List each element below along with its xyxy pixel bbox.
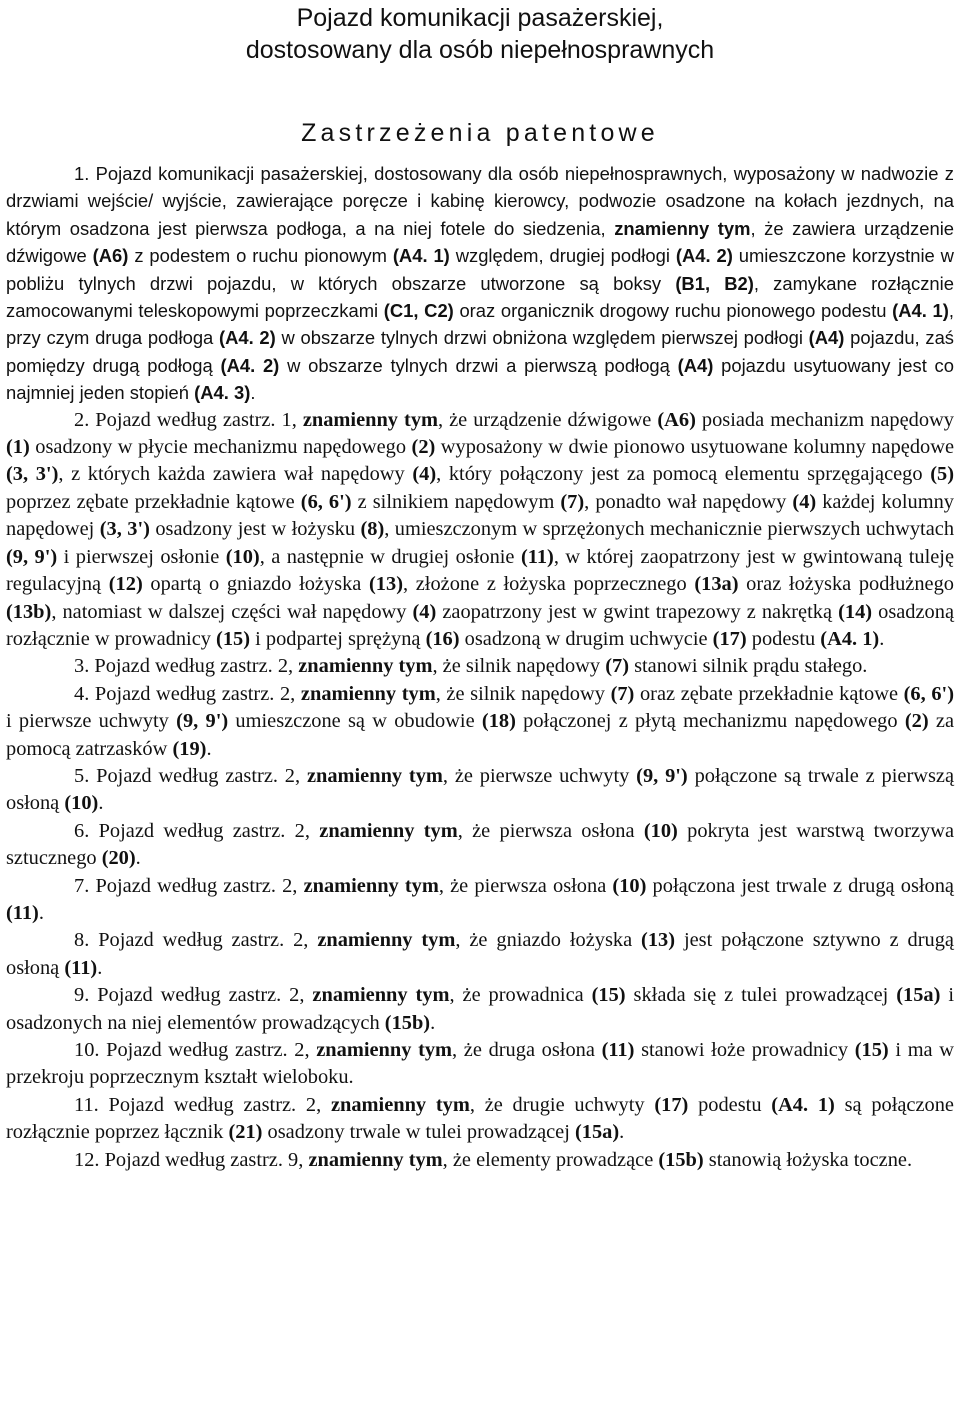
claim-text: podestu <box>746 627 821 650</box>
claim-text: połączona jest trwale z drugą osłoną <box>646 874 954 897</box>
claim-paragraph <box>6 1092 954 1147</box>
claim-text: w obszarze tylnych drzwi a pierwszą podłogą <box>279 354 678 376</box>
claim-bold-text: znamienny tym <box>330 1093 470 1116</box>
claim-bold-text: (3, 3') <box>6 463 59 486</box>
claim-bold-text: (A4. 1) <box>771 1093 835 1116</box>
claim-text: z podestem o ruchu pionowym <box>128 245 393 267</box>
claim-bold-text: (A4. 1) <box>892 300 949 322</box>
claim-bold-text: (13) <box>369 573 403 596</box>
claim-bold-text: (C1, C2) <box>383 300 454 322</box>
claim-text: oraz zębate przekładnie kątowe <box>634 682 904 705</box>
claim-text: , umieszczonym w sprzężonych mechanicznie pierwszych uchwytach <box>384 518 955 541</box>
claim-bold-text: (4) <box>412 600 437 623</box>
claim-text: , złożone z łożyska poprzecznego <box>403 573 695 596</box>
claim-text: , który połączony jest za pomocą elementu sprzęgającego <box>436 463 931 486</box>
claim-text: 10. Pojazd według zastrz. 2, <box>74 1039 317 1061</box>
claims-list <box>6 160 954 1174</box>
claim-text: składa się z tulei prowadzącej <box>625 984 897 1007</box>
claim-text: i ma w przekroju poprzecznym kształt wieloboku. <box>6 1039 954 1089</box>
claim-paragraph <box>6 1147 954 1174</box>
claim-text: , a następnie w drugiej osłonie <box>259 545 521 568</box>
claim-bold-text: (16) <box>425 627 460 650</box>
claim-bold-text: (A4. 1) <box>392 245 450 267</box>
claim-bold-text: (2) <box>904 710 929 733</box>
claim-bold-text: (15a) <box>574 1121 620 1144</box>
claim-text: są połączone rozłącznie poprzez łącznik <box>6 1093 954 1144</box>
claim-text: za pomocą zatrzasków <box>6 710 954 760</box>
claim-text: stanowi silnik prądu stałego. <box>628 655 868 678</box>
section-heading: Zastrzeżenia patentowe <box>301 119 659 147</box>
claim-text: osadzony jest w łożysku <box>149 518 361 541</box>
claim-bold-text: (10) <box>643 819 678 842</box>
claim-text: . <box>206 737 212 760</box>
claim-text: i osadzonych na niej elementów prowadzących <box>6 984 955 1034</box>
claim-paragraph <box>6 1037 954 1092</box>
claim-bold-text: (14) <box>838 600 873 623</box>
claim-text: 12. Pojazd według zastrz. 9, <box>74 1148 309 1171</box>
claim-text: , że urządzenie dźwigowe <box>438 408 658 431</box>
claim-bold-text: (11) <box>601 1039 635 1061</box>
claim-text: z silnikiem napędowym <box>351 490 561 513</box>
claim-bold-text: (7) <box>560 490 585 513</box>
claim-text: pokryta jest warstwą tworzywa sztucznego <box>6 819 955 870</box>
claim-bold-text: (A4) <box>808 327 845 349</box>
claim-bold-text: (6, 6') <box>300 490 352 513</box>
claim-text: , natomiast w dalszej części wał napędowy <box>51 600 413 623</box>
claim-bold-text: (11) <box>520 545 554 568</box>
claim-text: . <box>430 1011 436 1034</box>
claim-bold-text: (6, 6') <box>903 682 955 705</box>
claim-text: osadzoną w drugim uchwycie <box>459 627 713 650</box>
document-title <box>6 2 954 66</box>
claim-bold-text: znamienny tym <box>300 682 436 705</box>
claim-text: . <box>619 1121 625 1144</box>
claim-text: zaopatrzony jest w gwint trapezowy z nakrętką <box>436 600 839 623</box>
claim-paragraph <box>6 873 954 928</box>
claim-bold-text: (11) <box>64 956 98 979</box>
claim-text: , że pierwsza osłona <box>438 874 613 897</box>
title-line-2: dostosowany dla osób niepełnosprawnych <box>245 36 715 64</box>
claim-bold-text: (15b) <box>384 1011 431 1034</box>
claim-text: , że gniazdo łożyska <box>455 929 642 952</box>
claim-text: 1. Pojazd komunikacji pasażerskiej, dostosowany dla osób niepełnosprawnych, wyposażony w nadwozie z drzwiami wejście/ wyjście, zawierające poręcze i kabinę kierowcy, podwozie osadzone na kołach jezdnych, na którym osadzona jest pierwsza podłoga, a na niej fotele do siedzenia, <box>6 163 954 239</box>
claim-bold-text: (7) <box>605 655 629 678</box>
claim-text: , ponadto wał napędowy <box>584 490 793 513</box>
claim-text: 8. Pojazd według zastrz. 2, <box>74 929 318 952</box>
claim-text: jest połączone sztywno z drugą osłoną <box>6 929 954 979</box>
claim-text: poprzez zębate przekładnie kątowe <box>6 490 301 513</box>
claim-text: . <box>97 956 103 979</box>
title-line-1: Pojazd komunikacji pasażerskiej, <box>296 4 664 32</box>
claim-bold-text: (17) <box>654 1093 689 1116</box>
claim-bold-text: znamienny tym <box>317 929 456 952</box>
claim-bold-text: (15a) <box>896 984 941 1007</box>
claim-text: , przy czym druga podłoga <box>6 300 954 349</box>
claim-bold-text: znamienny tym <box>312 984 450 1007</box>
claim-bold-text: (2) <box>411 436 436 459</box>
claim-bold-text: (8) <box>360 518 385 541</box>
claim-paragraph <box>6 653 954 680</box>
claim-text: , że prowadnica <box>449 984 592 1007</box>
claim-text: oraz organicznik drogowy ruchu pionowego podestu <box>453 300 893 322</box>
claim-text: każdej kolumny napędowej <box>6 490 954 541</box>
claim-text: osadzoną rozłącznie w prowadnicy <box>6 600 954 650</box>
claim-text: , że pierwsza osłona <box>457 819 644 842</box>
claim-bold-text: znamienny tym <box>298 655 433 678</box>
claim-text: połączonej z płytą mechanizmu napędowego <box>515 710 905 733</box>
claim-paragraph <box>6 681 954 763</box>
claim-bold-text: (15) <box>591 984 626 1007</box>
claim-bold-text: (9, 9') <box>6 545 58 568</box>
claim-text: 3. Pojazd według zastrz. 2, <box>74 655 299 678</box>
claim-paragraph <box>6 407 954 654</box>
claim-bold-text: znamienny tym <box>614 217 751 239</box>
claim-bold-text: (13a) <box>694 573 739 596</box>
claim-text: posiada mechanizm napędowy <box>695 408 954 431</box>
claim-bold-text: znamienny tym <box>303 874 439 897</box>
claim-text: i pierwszej osłonie <box>57 545 226 568</box>
claim-bold-text: (15) <box>216 627 251 650</box>
claim-text: osadzony w płycie mechanizmu napędowego <box>29 436 412 459</box>
claim-paragraph <box>6 818 954 873</box>
claim-text: 7. Pojazd według zastrz. 2, <box>74 874 304 897</box>
claim-bold-text: (13b) <box>6 600 52 623</box>
claim-bold-text: (A6) <box>657 408 696 431</box>
claim-bold-text: (12) <box>108 573 143 596</box>
claim-text: opartą o gniazdo łożyska <box>142 573 370 596</box>
claim-bold-text: (A4. 2) <box>220 354 280 376</box>
claim-bold-text: (4) <box>412 463 437 486</box>
claim-bold-text: (10) <box>64 792 99 815</box>
claim-bold-text: (15b) <box>658 1148 704 1171</box>
claim-text: stanowi łoże prowadnicy <box>634 1039 855 1061</box>
claim-bold-text: (7) <box>610 682 635 705</box>
claim-bold-text: (15) <box>854 1039 889 1061</box>
claim-text: . <box>135 847 141 870</box>
claim-text: 4. Pojazd według zastrz. 2, <box>74 682 301 705</box>
claim-bold-text: (A4. 2) <box>218 327 276 349</box>
claim-bold-text: (A4) <box>677 354 714 376</box>
claim-text: pojazdu usytuowany jest co najmniej jeden stopień <box>6 354 954 404</box>
claim-bold-text: znamienny tym <box>306 764 443 787</box>
claim-text: wyposażony w dwie pionowo usytuowane kolumny napędowe <box>435 436 954 459</box>
claim-bold-text: (B1, B2) <box>675 272 754 294</box>
claim-bold-text: (17) <box>712 627 747 650</box>
claim-bold-text: (9, 9') <box>636 764 688 787</box>
claim-text: , zamykane rozłącznie zamocowanymi teleskopowymi poprzeczkami <box>6 272 954 322</box>
claim-text: , że elementy prowadzące <box>442 1148 659 1171</box>
claim-text: 6. Pojazd według zastrz. 2, <box>74 819 320 842</box>
claim-text: . <box>98 792 104 815</box>
claim-text: stanowią łożyska toczne. <box>703 1148 913 1171</box>
claim-bold-text: (A4. 2) <box>675 245 733 267</box>
claim-text: , z których każda zawiera wał napędowy <box>58 463 413 486</box>
claim-text: pojazdu, zaś pomiędzy drugą podłogą <box>6 327 954 376</box>
claim-bold-text: (A6) <box>92 245 129 267</box>
claim-bold-text: (10) <box>225 545 260 568</box>
claim-text: i pierwsze uchwyty <box>6 710 177 733</box>
claim-bold-text: znamienny tym <box>308 1148 443 1171</box>
claim-bold-text: (10) <box>612 874 647 897</box>
claim-text: . <box>38 901 44 924</box>
claim-text: . <box>879 627 885 650</box>
claim-bold-text: (19) <box>172 737 207 760</box>
claim-text: osadzony trwale w tulei prowadzącej <box>262 1121 575 1144</box>
claim-bold-text: (A4. 3) <box>194 382 251 404</box>
claim-text: umieszczone są w obudowie <box>228 710 482 733</box>
claim-bold-text: (4) <box>792 490 817 513</box>
claim-text: 2. Pojazd według zastrz. 1, <box>74 408 303 431</box>
claim-bold-text: (3, 3') <box>99 518 150 541</box>
claim-text: w obszarze tylnych drzwi obniżona względem pierwszej podłogi <box>275 327 809 349</box>
claim-bold-text: znamienny tym <box>319 819 458 842</box>
claim-bold-text: (1) <box>6 436 30 459</box>
claim-text: , że silnik napędowy <box>432 655 606 678</box>
claim-text: względem, drugiej podłogi <box>449 245 676 267</box>
claim-text: , że zawiera urządzenie dźwigowe <box>6 217 955 267</box>
claim-text: , że drugie uchwyty <box>469 1093 655 1116</box>
claim-paragraph <box>6 160 954 407</box>
claim-text: 9. Pojazd według zastrz. 2, <box>74 984 313 1007</box>
claim-bold-text: (21) <box>228 1121 263 1144</box>
claim-bold-text: (20) <box>101 847 136 870</box>
claim-text: połączone są trwale z pierwszą osłoną <box>6 764 955 815</box>
claim-text: podestu <box>688 1093 772 1116</box>
claim-paragraph <box>6 927 954 982</box>
claim-text: , że silnik napędowy <box>435 682 611 705</box>
document-page <box>6 0 954 1174</box>
claim-paragraph <box>6 763 954 818</box>
claim-bold-text: (5) <box>930 463 954 486</box>
claim-bold-text: (13) <box>641 929 676 952</box>
claim-text: 5. Pojazd według zastrz. 2, <box>74 764 307 787</box>
claim-bold-text: (A4. 1) <box>820 627 880 650</box>
claim-bold-text: (18) <box>481 710 516 733</box>
claim-bold-text: (11) <box>6 901 39 924</box>
claim-bold-text: znamienny tym <box>316 1039 453 1061</box>
claim-bold-text: (9, 9') <box>176 710 229 733</box>
claim-text: , że druga osłona <box>452 1039 602 1061</box>
claim-text: 11. Pojazd według zastrz. 2, <box>74 1093 331 1116</box>
claim-bold-text: znamienny tym <box>302 408 438 431</box>
claim-text: i podpartej sprężyną <box>250 627 426 650</box>
claim-text: , że pierwsze uchwyty <box>442 764 637 787</box>
claim-paragraph <box>6 982 954 1037</box>
claim-text: umieszczone korzystnie w pobliżu tylnych drzwi pojazdu, w których obszarze utworzone są boksy <box>6 245 954 294</box>
claim-text: , w której zaopatrzony jest w gwintowaną tuleję regulacyjną <box>6 545 954 596</box>
claim-text: oraz łożyska podłużnego <box>738 573 954 596</box>
claim-text: . <box>250 382 256 404</box>
